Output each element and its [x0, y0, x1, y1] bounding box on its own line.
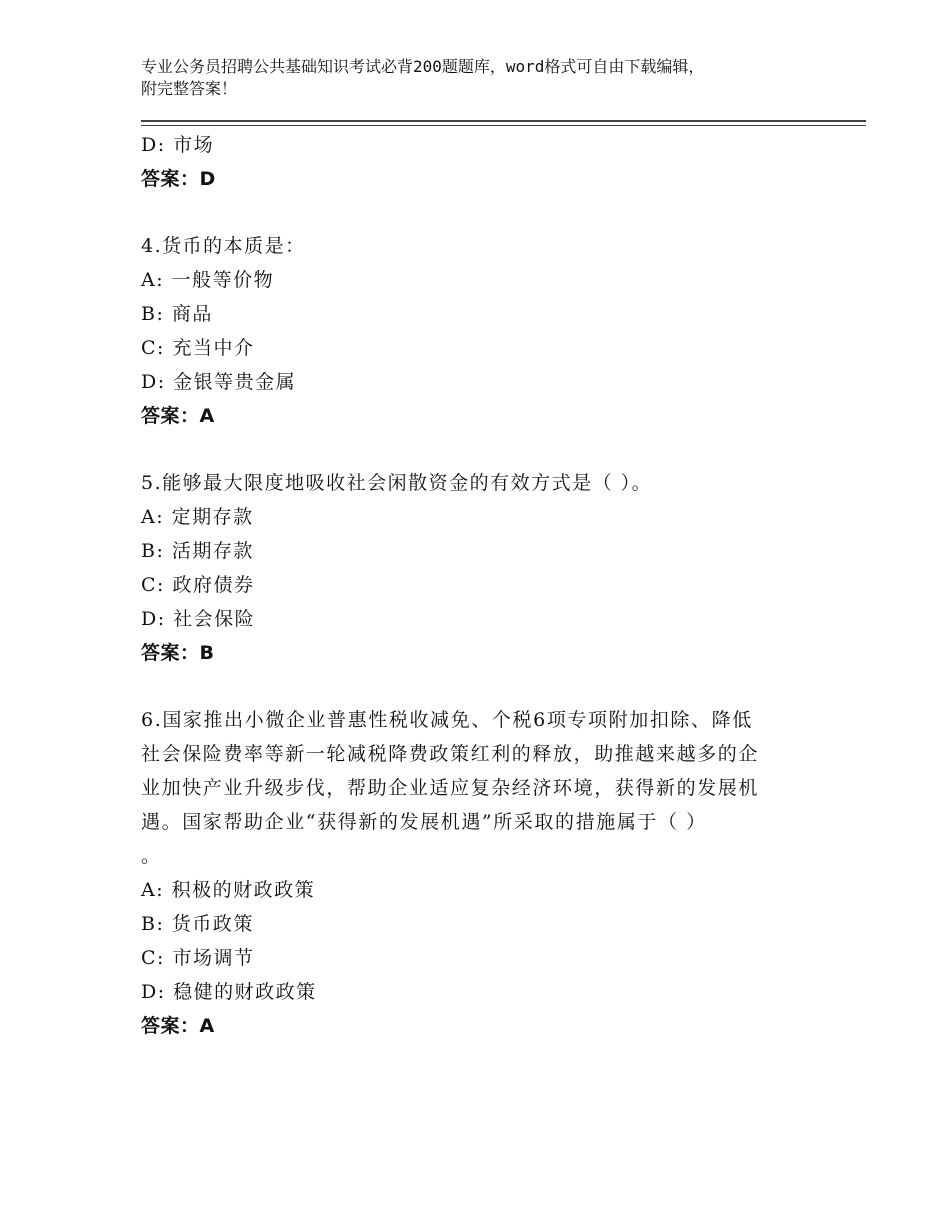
- spacer: [141, 433, 821, 466]
- question-6: [141, 703, 821, 1043]
- question-stem-line: 。: [141, 845, 162, 867]
- header-line-1: 专业公务员招聘公共基础知识考试必背200题题库，word格式可自由下载编辑，: [141, 57, 705, 76]
- option-c: C: 市场调节: [141, 947, 255, 969]
- question-stem-line: 6.国家推出小微企业普惠性税收减免、个税6项专项附加扣除、降低: [141, 709, 753, 731]
- header-rule-thick: [141, 120, 866, 122]
- question-stem: 4.货币的本质是：: [141, 235, 306, 257]
- question-stem: [141, 703, 821, 873]
- header-line-2: 附完整答案！: [141, 79, 238, 98]
- option-a: A: 定期存款: [141, 506, 254, 528]
- header-rule-thin: [141, 125, 866, 126]
- option-b: B: 商品: [141, 303, 213, 325]
- option-b: B: 活期存款: [141, 540, 254, 562]
- spacer: [141, 196, 821, 229]
- prev-option-d: D: 市场: [141, 134, 215, 156]
- question-stem-line: 业加快产业升级步伐，帮助企业适应复杂经济环境，获得新的发展机: [141, 777, 760, 799]
- option-c: C: 政府债券: [141, 574, 255, 596]
- page-header: [141, 56, 841, 100]
- spacer: [141, 670, 821, 703]
- answer: 答案：A: [141, 405, 215, 427]
- option-d: D: 社会保险: [141, 608, 256, 630]
- answer: 答案：A: [141, 1015, 215, 1037]
- question-stem-line: 社会保险费率等新一轮减税降费政策红利的释放，助推越来越多的企: [141, 743, 760, 765]
- answer: 答案：B: [141, 642, 215, 664]
- question-stem-line: 遇。国家帮助企业“获得新的发展机遇”所采取的措施属于（ ）: [141, 811, 707, 833]
- question-stem: 5.能够最大限度地吸收社会闲散资金的有效方式是（ ）。: [141, 472, 653, 494]
- option-a: A: 一般等价物: [141, 269, 275, 291]
- question-4: [141, 229, 821, 433]
- question-5: [141, 466, 821, 670]
- option-b: B: 货币政策: [141, 913, 254, 935]
- option-d: D: 金银等贵金属: [141, 371, 297, 393]
- option-a: A: 积极的财政政策: [141, 879, 316, 901]
- option-d: D: 稳健的财政政策: [141, 981, 317, 1003]
- prev-answer: 答案：D: [141, 168, 216, 190]
- document-body: [141, 128, 821, 1043]
- option-c: C: 充当中介: [141, 337, 255, 359]
